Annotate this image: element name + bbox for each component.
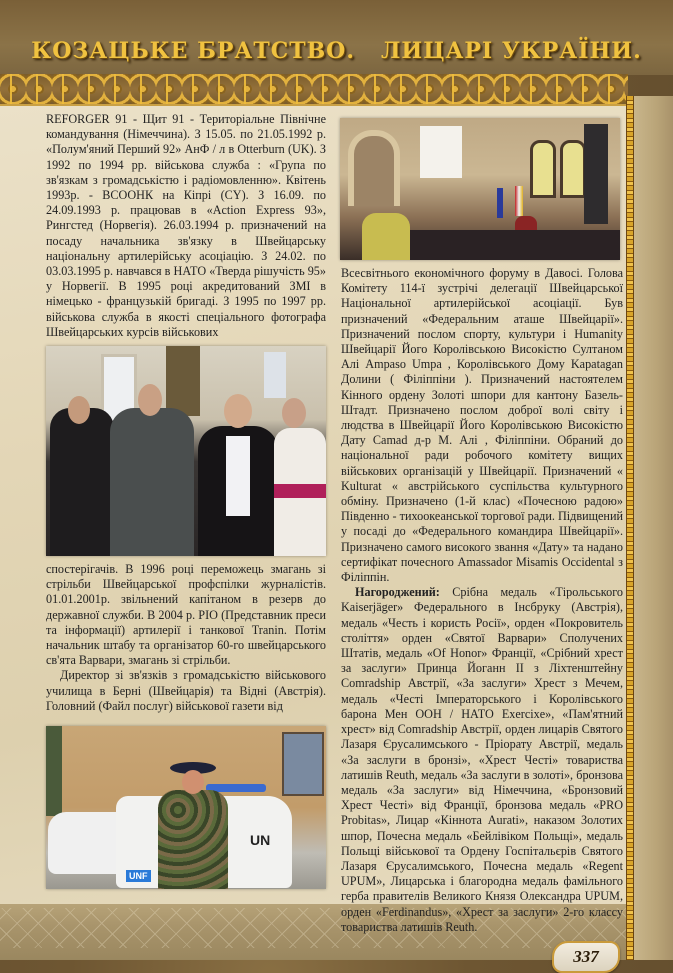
paragraph: спостерігачів. В 1996 році переможець змагань зі стрільби Швейцарської профспілки журналістів. 01.01.2001р. звільнений капітаном в резерв до державної служби. В 2004 р. PIO (Представник преси та інформації) артилерії і танкової Tranin. Потім начальник штабу та організатор 60-го швейцарського св'ята Варвари, змагань зі стрільби.	[46, 562, 326, 668]
photo-soldier-camo	[158, 790, 228, 889]
photo-face	[182, 770, 204, 794]
photo-window	[264, 352, 286, 398]
page-header-title: КОЗАЦЬКЕ БРАТСТВО. ЛИЦАРІ УКРАЇНИ.	[31, 38, 642, 64]
photo-un-vehicles	[46, 726, 326, 889]
photo-flag	[497, 188, 503, 218]
photo-screen	[420, 126, 462, 178]
gold-chain-border	[626, 96, 634, 960]
paragraph: REFORGER 91 - Щит 91 - Територіальне Північне командування (Німеччина). З 15.05. по 21.05.1992 р. «Полум'яний Перший 92» АнФ / л в Otterburn (UK). З 1992 по 1994 рр. військова служба : «Група по зв'язкам з громадськістю і радіомовленню». Квітень 1993р. - ВСООНК на Кіпрі (CY). З 16.09. по 24.09.1993 р. працював в «Action Express 93», Рингстед (Норвегія). 26.03.1994 р. призначений на посаду начальника зв'язку в Швейцарську національну артилерійську асоціацію. З 24.02. по 03.03.1995 р. навчався в НАТО «Тверда рішучість 95» у Норвегії. В 1995 році акредитований ЗМІ в німецько - французькій бригаді. З 1995 по 1997 рр. військова служба в якості спеціального фотографа Швейцарських курсів військових	[46, 112, 326, 339]
photo-tapestry	[166, 346, 200, 416]
photo-vehicle-marking: UN	[250, 832, 271, 848]
right-column-text	[341, 266, 623, 935]
photo-shirt	[226, 436, 250, 516]
awards-label: Нагороджений:	[355, 585, 440, 600]
paragraph: Всесвітнього економічного форуму в Давосі. Голова Комітету 114-ї зустрічі делегації Швейцарської Національної артилерійської асоціації. Був призначений «Федеральним аташе Швейцарії». Призначений послом спорту, культури і Humanity Швейцарії Його Королівською Високістю Султаном Алі Ampaso Umpa , Королівського Дому Kapatagan Долини ( Філіппіни ). Призначений настоятелем Кінного ордену Золоті шпори для кантону Базель-Штадт. Призначено послом доброї волі світу і людства в Швейцарії Його Королівською Високістю Дату Camad д-р М. Алі , Філіппіни. Обраний до національної ради робочого комітету вищих військових організацій у Швейцарії. Призначений « Kulturat « австрійського суспільства культурного обміну. Призначено (1-й клас) «Почесною радою» Південно - тихоокеанської торгової ради. Підвищений у посаді до «Федерального командира Швейцарії». Призначено самого високого звання «Дату» та надано сертифікат почесного Amassador Misamis Occidental з Філіппін.	[341, 266, 623, 585]
photo-face	[68, 396, 90, 424]
ornamental-border-top	[0, 74, 628, 106]
photo-person-yellow	[362, 213, 410, 260]
left-column-text-top	[46, 112, 326, 340]
photo-face	[282, 398, 306, 428]
paragraph: Директор зі зв'язків з громадськістю військового училища в Берні (Швейцарія) та Відні (Австрія). Головний (Файл послуг) військової газети від	[46, 668, 326, 713]
photo-license-plate: UNF	[126, 870, 151, 882]
photo-window	[282, 732, 324, 796]
photo-column	[584, 124, 608, 224]
photo-church-ceremony	[340, 118, 620, 260]
page-number: 337	[552, 941, 620, 973]
awards-text: Срібна медаль «Тірольського Kaiserjäger» Федерального в Інсбруку (Австрія), медаль «Честь і користь Росії», орден «Покровитель століття» орден «Святої Варвари» Сполучених Штатів, медаль «Of Honor» Франції, «Срібний хрест за заслуги» Принца Йоганн II з Ліхтенштейну Comradship Австрії, «За заслуги» Хрест з Мечем, медаль «Честі Імператорського і Королівського барона Мен ООН / НАТО Exercixe», «Пам'ятний хрест» від Comradship Австрії, орден лицарів Святого Лазаря Єрусалимського - Пріорату Австрії, медаль «За заслуги в бронзі», «Хрест Честі» товариства латишів Reuth, медаль «За заслуги в золоті», бронзова медаль «За заслуги» від Німеччина, «Бронзовий Хрест Честі» від Франції, бронзова медаль «PRO Probitas», Лицар «Кіннота Aurati», наказом Золотих шпор, Почесна медаль «Бейлівіком Польщі», медаль Польщі військової та Ордену Госпітальєрів Святого Лазаря Єрусалимського, Почесна медаль «Regent UPUM», Лицарська і благородна медаль фамільного герба правителів Великого Князя Олександра UPUM, орден «Ferdinandus», «Хрест за заслуги» 2-го классу товариства латишів Reuth.	[341, 585, 623, 934]
left-column-text-bottom	[46, 562, 326, 714]
photo-crowd	[410, 230, 620, 260]
photo-reception-group	[46, 346, 326, 556]
photo-face	[138, 384, 162, 416]
photo-tree	[46, 726, 62, 816]
photo-sash	[274, 484, 326, 498]
photo-face	[224, 394, 252, 428]
photo-person-uniform	[110, 408, 194, 556]
photo-window	[530, 140, 556, 198]
right-margin-strip	[633, 96, 673, 960]
awards-paragraph	[341, 585, 623, 935]
photo-arch	[348, 130, 400, 206]
photo-flag	[515, 186, 523, 216]
photo-person-tuxedo	[50, 408, 114, 556]
photo-window	[560, 140, 586, 198]
